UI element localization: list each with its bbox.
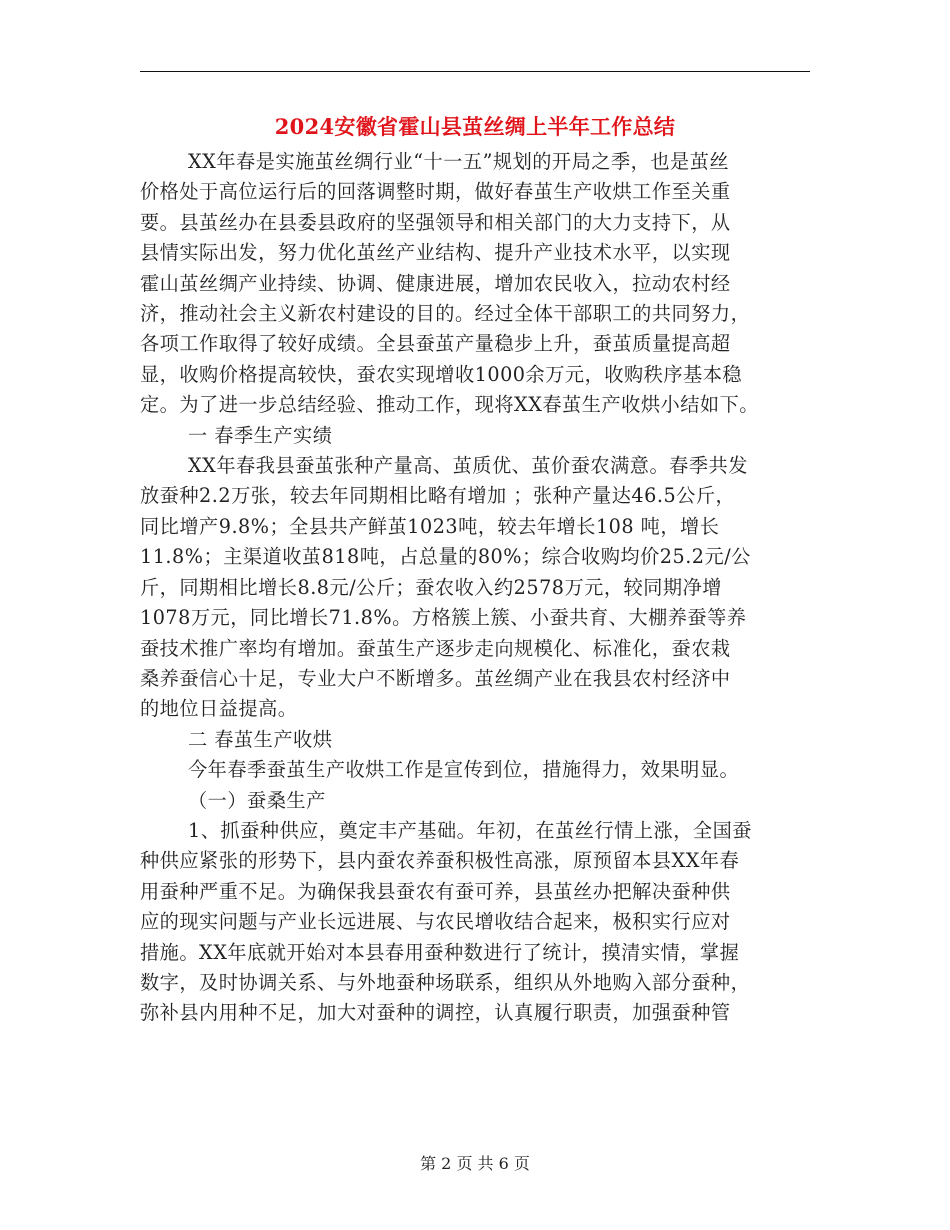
text-line: 霍山茧丝绸产业持续、协调、健康进展，增加农民收入，拉动农村经 <box>140 271 731 295</box>
header-rule <box>140 71 810 72</box>
text-line: 显，收购价格提高较快，蚕农实现增收1000余万元，收购秩序基本稳 <box>140 362 743 386</box>
text-line: 要。县茧丝办在县委县政府的坚强领导和相关部门的大力支持下，从 <box>140 210 731 234</box>
text-line: 数字，及时协调关系、与外地蚕种场联系，组织从外地购入部分蚕种， <box>140 970 751 994</box>
text-line: 1、抓蚕种供应，奠定丰产基础。年初，在茧丝行情上涨，全国蚕 <box>188 818 752 842</box>
document-body <box>140 147 812 1029</box>
text-line: 定。为了进一步总结经验、推动工作，现将XX春茧生产收烘小结如下。 <box>140 393 759 417</box>
text-line: 种供应紧张的形势下，县内蚕农养蚕积极性高涨，原预留本县XX年春 <box>140 849 740 873</box>
text-line: XX年春我县蚕茧张种产量高、茧质优、茧价蚕农满意。春季共发 <box>188 454 748 478</box>
text-line: 放蚕种2.2万张，较去年同期相比略有增加 ；张种产量达46.5公斤， <box>140 484 736 508</box>
text-line: 斤，同期相比增长8.8元/公斤；蚕农收入约2578万元，较同期净增 <box>140 575 722 599</box>
text-line: 今年春季蚕茧生产收烘工作是宣传到位，措施得力，效果明显。 <box>188 758 740 782</box>
text-line: 措施。XX年底就开始对本县春用蚕种数进行了统计，摸清实情，掌握 <box>140 940 740 964</box>
text-line: 应的现实问题与产业长远进展、与农民增收结合起来，极积实行应对 <box>140 910 731 934</box>
text-line: 用蚕种严重不足。为确保我县蚕农有蚕可养，县茧丝办把解决蚕种供 <box>140 879 731 903</box>
text-line: XX年春是实施茧丝绸行业“十一五”规划的开局之季，也是茧丝 <box>188 150 730 173</box>
text-line: 11.8%；主渠道收茧818吨，占总量的80%；综合收购均价25.2元/公 <box>140 545 751 569</box>
text-line: 各项工作取得了较好成绩。全县蚕茧产量稳步上升，蚕茧质量提高超 <box>140 332 731 356</box>
text-line: 桑养蚕信心十足，专业大户不断增多。茧丝绸产业在我县农村经济中 <box>140 666 731 690</box>
subsection-heading: （一）蚕桑生产 <box>188 788 326 812</box>
document-title: 2024安徽省霍山县茧丝绸上半年工作总结 <box>274 114 676 139</box>
text-line: 1078万元，同比增长71.8%。方格簇上簇、小蚕共育、大棚养蚕等养 <box>140 606 747 630</box>
text-line: 县情实际出发，努力优化茧丝产业结构、提升产业技术水平，以实现 <box>140 241 731 265</box>
section-heading: 一 春季生产实绩 <box>188 423 333 447</box>
text-line: 弥补县内用种不足，加大对蚕种的调控，认真履行职责，加强蚕种管 <box>140 1001 731 1025</box>
text-line: 蚕技术推广率均有增加。蚕茧生产逐步走向规模化、标准化，蚕农栽 <box>140 636 731 660</box>
text-line: 价格处于高位运行后的回落调整时期，做好春茧生产收烘工作至关重 <box>140 180 731 204</box>
page-footer: 第 2 页 共 6 页 <box>420 1154 530 1173</box>
text-line: 的地位日益提高。 <box>140 697 298 721</box>
text-line: 同比增产9.8%；全县共产鲜茧1023吨，较去年增长108 吨，增长 <box>140 514 720 538</box>
text-line: 济，推动社会主义新农村建设的目的。经过全体干部职工的共同努力， <box>140 302 751 326</box>
section-heading: 二 春茧生产收烘 <box>188 727 333 751</box>
